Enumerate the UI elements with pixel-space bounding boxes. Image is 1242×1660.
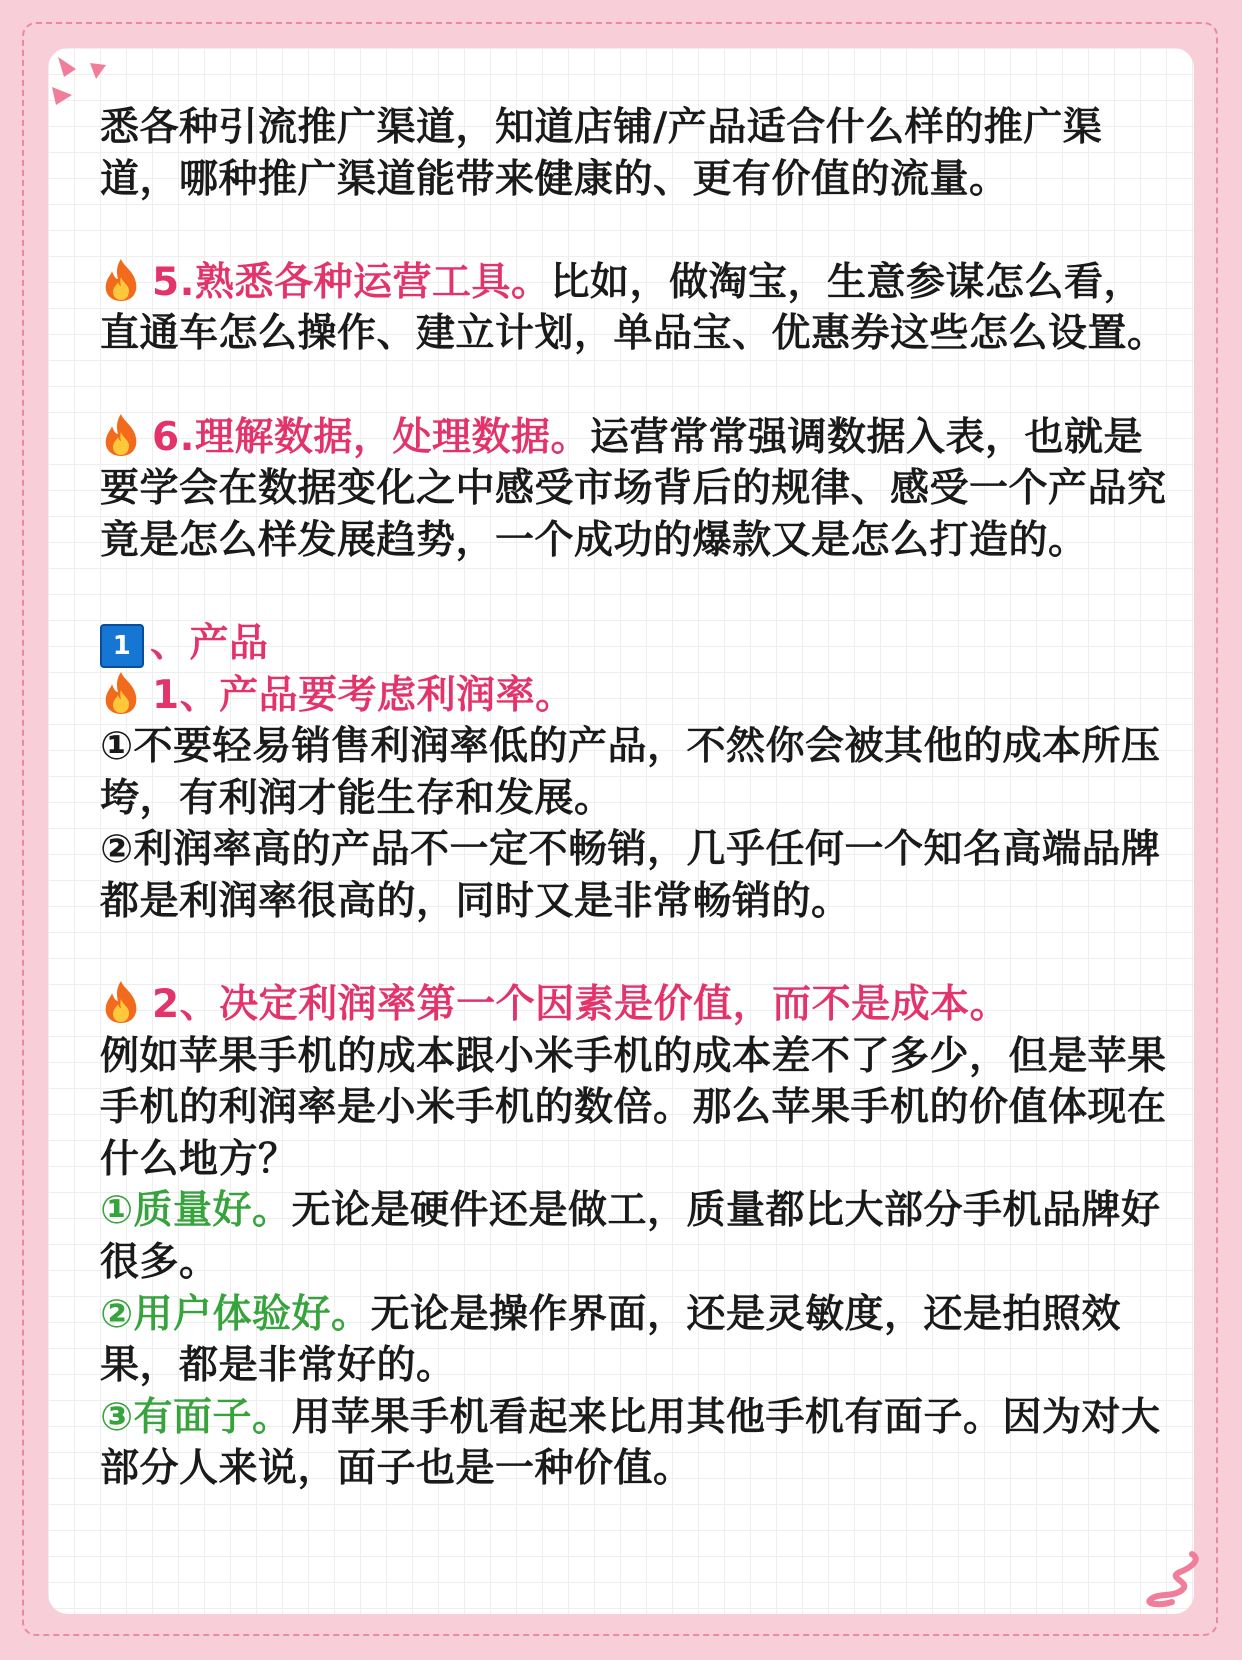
reason-2 <box>100 1289 1170 1392</box>
reason-3-text: 用苹果手机看起来比用其他手机有面子。因为对大部分人来说，面子也是一种价值。 <box>100 1394 1161 1492</box>
reason-1-label: ①质量好。 <box>100 1188 292 1234</box>
point-1-sub-1: ①不要轻易销售利润率低的产品，不然你会被其他的成本所压垮，有利润才能生存和发展。 <box>100 724 1161 821</box>
point-2-heading <box>100 979 1170 1031</box>
article-body <box>100 102 1170 1495</box>
item-6-body: 运营常常强调数据入表，也就是要学会在数据变化之中感受市场背后的规律、感受一个产品究竟是怎么样发展趋势，一个成功的爆款又是怎么打造的。 <box>100 414 1167 563</box>
fire-icon <box>100 412 142 458</box>
item-5-body: 比如，做淘宝，生意参谋怎么看，直通车怎么操作、建立计划，单品宝、优惠券这些怎么设置。 <box>100 259 1167 357</box>
section-heading <box>100 618 1170 670</box>
reason-1-text: 无论是硬件还是做工，质量都比大部分手机品牌好很多。 <box>100 1188 1161 1286</box>
keycap-1-icon: 1 <box>100 624 144 668</box>
fire-icon <box>100 670 142 716</box>
intro-paragraph: 悉各种引流推广渠道，知道店铺/产品适合什么样的推广渠道，哪种推广渠道能带来健康的、更有价值的流量。 <box>100 105 1103 202</box>
reason-3 <box>100 1392 1170 1495</box>
point-1-heading-text: 1、产品要考虑利润率。 <box>152 672 575 718</box>
section-title: 、产品 <box>150 620 269 666</box>
squiggle-decoration-icon <box>1142 1548 1204 1610</box>
point-1-sub-2: ②利润率高的产品不一定不畅销，几乎任何一个知名高端品牌都是利润率很高的，同时又是非常畅销的。 <box>100 827 1161 924</box>
reason-2-text: 无论是操作界面，还是灵敏度，还是拍照效果，都是非常好的。 <box>100 1291 1122 1389</box>
point-2-body: 例如苹果手机的成本跟小米手机的成本差不了多少，但是苹果手机的利润率是小米手机的数倍。那么苹果手机的价值体现在什么地方？ <box>100 1033 1167 1182</box>
reason-2-label: ②用户体验好。 <box>100 1291 371 1337</box>
fire-icon <box>100 979 142 1025</box>
point-1-heading <box>100 670 1170 722</box>
point-2-heading-text: 2、决定利润率第一个因素是价值，而不是成本。 <box>152 982 1010 1028</box>
fire-icon <box>100 257 142 303</box>
item-5 <box>100 257 1170 360</box>
reason-1 <box>100 1185 1170 1288</box>
item-6-heading: 6.理解数据，处理数据。 <box>152 414 590 460</box>
reason-3-label: ③有面子。 <box>100 1394 292 1440</box>
item-6 <box>100 412 1170 567</box>
item-5-heading: 5.熟悉各种运营工具。 <box>152 259 551 305</box>
